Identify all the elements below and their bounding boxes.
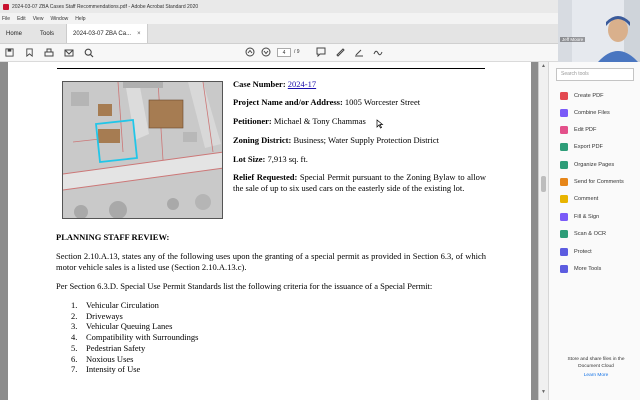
window-title: 2024-03-07 ZBA Cases Staff Recommendations.pdf - Adobe Acrobat Standard 2020 [12, 3, 199, 10]
zoning-label: Zoning District: [233, 135, 292, 145]
find-icon[interactable] [84, 48, 94, 58]
tool-export-pdf[interactable]: Export PDF [560, 143, 603, 151]
close-tab-icon[interactable]: × [137, 30, 141, 37]
acrobat-logo-icon [3, 4, 9, 10]
menu-edit[interactable]: Edit [17, 15, 26, 22]
list-item: 4. Compatibility with Surroundings [71, 332, 199, 343]
list-item: 3. Vehicular Queuing Lanes [71, 321, 173, 332]
tool-create-pdf[interactable]: Create PDF [560, 92, 604, 100]
export-pdf-icon [560, 143, 568, 151]
tool-send-for-comments[interactable]: Send for Comments [560, 178, 624, 186]
pdf-page [8, 62, 531, 400]
pen-icon[interactable] [335, 47, 345, 57]
email-icon[interactable] [64, 48, 74, 58]
title-bar [0, 0, 558, 13]
project-value: 1005 Worcester Street [344, 97, 421, 107]
search-tools-input[interactable]: Search tools [556, 68, 634, 81]
tab-document[interactable] [66, 24, 148, 43]
tool-organize-pages[interactable]: Organize Pages [560, 161, 614, 169]
tool-protect[interactable]: Protect [560, 248, 592, 256]
page-navigator [277, 48, 300, 57]
scrollbar-thumb[interactable] [541, 176, 546, 192]
lot-size-label: Lot Size: [233, 154, 266, 164]
lot-size-value: 7,913 sq. ft. [267, 154, 308, 164]
tool-edit-pdf[interactable]: Edit PDF [560, 126, 596, 134]
list-item: 5. Pedestrian Safety [71, 342, 146, 353]
page-total: / 9 [294, 49, 300, 55]
scroll-up-icon[interactable]: ▲ [541, 63, 546, 69]
tool-scan-ocr[interactable]: Scan & OCR [560, 230, 606, 238]
list-item: 7. Intensity of Use [71, 364, 141, 375]
criteria-list [71, 300, 198, 375]
print-icon[interactable] [44, 48, 54, 58]
list-item: 6. Noxious Uses [71, 353, 134, 364]
lot-size-row [233, 154, 308, 164]
zoning-row [233, 135, 439, 145]
review-heading: PLANNING STAFF REVIEW: [56, 232, 170, 242]
save-icon[interactable] [4, 48, 14, 58]
vertical-scrollbar[interactable] [538, 62, 548, 400]
protect-icon [560, 248, 568, 256]
page-divider-line [57, 68, 485, 69]
zoning-value: Business; Water Supply Protection District [293, 135, 439, 145]
comment-icon [560, 195, 568, 203]
combine-files-icon [560, 109, 568, 117]
tools-panel [548, 62, 640, 400]
bookmark-icon[interactable] [24, 48, 34, 58]
webcam-video [558, 0, 640, 62]
tab-document-label: 2024-03-07 ZBA Ca... [73, 30, 132, 37]
relief-label: Relief Requested: [233, 172, 298, 182]
tab-tools[interactable]: Tools [40, 30, 55, 37]
tool-fill-sign[interactable]: Fill & Sign [560, 213, 599, 221]
participant-name: Jeff Moore [562, 37, 584, 42]
highlight-icon[interactable] [354, 47, 364, 57]
relief-requested [233, 172, 486, 193]
tool-combine-files[interactable]: Combine Files [560, 109, 610, 117]
tool-comment[interactable]: Comment [560, 195, 598, 203]
toolbar [0, 44, 558, 62]
menu-file[interactable]: File [2, 15, 11, 22]
fill-sign-icon [560, 213, 568, 221]
send-for-comments-icon [560, 178, 568, 186]
case-number-row [233, 79, 316, 89]
edit-pdf-icon [560, 126, 568, 134]
petitioner-label: Petitioner: [233, 116, 272, 126]
tab-bar [0, 24, 558, 44]
section-paragraph: Section 2.10.A.13, states any of the following uses upon the granting of a special permit as provided in Section 6.3, of which motor vehicle sales is a listed use (Section 2.10.A.13.c). [56, 251, 486, 272]
scroll-down-icon[interactable]: ▼ [541, 389, 546, 395]
project-row [233, 97, 420, 107]
comment-tool-icon[interactable] [316, 47, 326, 57]
document-cloud-promo: Store and share files in the Document Cloud [567, 357, 625, 369]
case-number-link[interactable]: 2024-17 [287, 79, 317, 89]
organize-pages-icon [560, 161, 568, 169]
project-label: Project Name and/or Address: [233, 97, 343, 107]
list-item: 1. Vehicular Circulation [71, 300, 159, 310]
scan-ocr-icon [560, 230, 568, 238]
petitioner-value: Michael & Tony Chammas [273, 116, 366, 126]
relief-value: Special Permit pursuant to the Zoning Bylaw to allow the sale of up to six used cars on the easterly side of the existing lot. [233, 172, 486, 193]
tab-home[interactable]: Home [6, 30, 23, 37]
more-tools-icon [560, 265, 568, 273]
next-page-icon[interactable] [261, 47, 271, 57]
menu-view[interactable]: View [32, 15, 44, 22]
petitioner-row [233, 116, 366, 126]
create-pdf-icon [560, 92, 568, 100]
criteria-intro: Per Section 6.3.D. Special Use Permit Standards list the following criteria for the issuance of a Special Permit: [56, 281, 433, 291]
participant-video-image [558, 0, 640, 62]
previous-page-icon[interactable] [245, 47, 255, 57]
document-viewport[interactable] [0, 62, 548, 400]
sign-icon[interactable] [373, 47, 383, 57]
menu-window[interactable]: Window [50, 15, 69, 22]
menu-help[interactable]: Help [75, 15, 86, 22]
mouse-cursor-icon [376, 119, 384, 129]
tool-more-tools[interactable]: More Tools [560, 265, 601, 273]
case-number-label: Case Number: [233, 79, 286, 89]
menu-bar [0, 13, 558, 24]
learn-more-link[interactable]: Learn More [583, 373, 609, 378]
list-item: 2. Driveways [71, 310, 123, 321]
page-number-input[interactable]: 4 [277, 48, 291, 57]
parcel-map-image [62, 81, 223, 219]
